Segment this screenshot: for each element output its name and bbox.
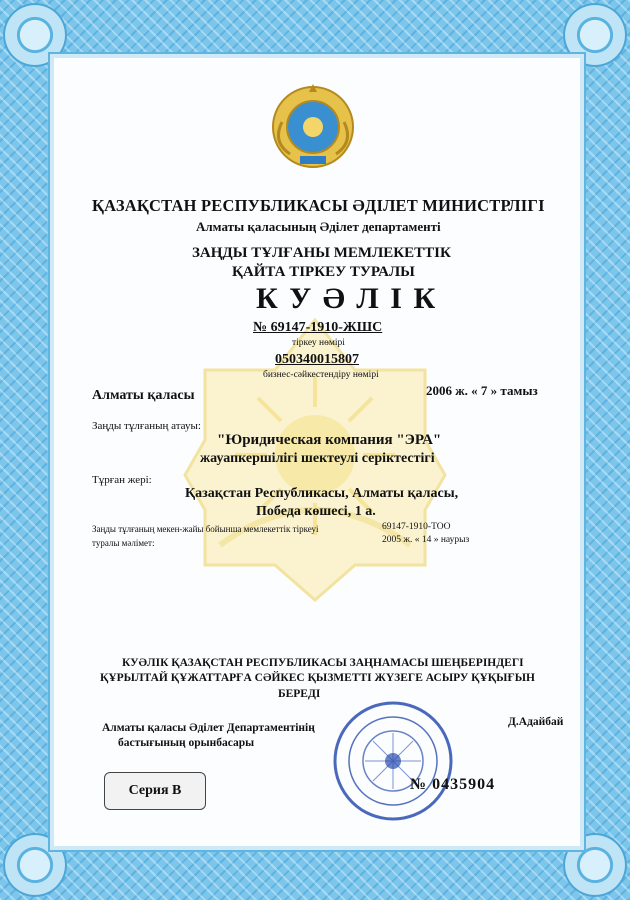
location-label: Тұрған жері: bbox=[92, 474, 152, 486]
city: Алматы қаласы bbox=[92, 388, 195, 403]
series-label: Серия В bbox=[128, 783, 182, 798]
department-name: Алматы қаласының Әділет департаменті bbox=[196, 219, 441, 234]
issue-date: 2006 ж. « 7 » тамыз bbox=[426, 383, 538, 398]
document-type: К У Ә Л І К bbox=[256, 282, 438, 315]
address-line-1: Қазақстан Республикасы, Алматы қаласы, bbox=[185, 486, 459, 501]
signer-title-line-1: Алматы қаласы Әділет Департаментінің bbox=[102, 722, 315, 734]
company-name-line-1: "Юридическая компания "ЭРА" bbox=[217, 432, 442, 448]
statement-line-3: БЕРЕДІ bbox=[278, 688, 321, 700]
name-label: Заңды тұлғаның атауы: bbox=[92, 420, 201, 432]
signer-title-line-2: бастығының орынбасары bbox=[118, 737, 255, 749]
official-seal-icon bbox=[332, 700, 454, 822]
prev-registration-label-line-1: Заңды тұлғаның мекен-жайы бойынша мемлекеттік тіркеуі bbox=[92, 524, 319, 534]
title-line-1: ЗАҢДЫ ТҰЛҒАНЫ МЕМЛЕКЕТТІК bbox=[192, 245, 451, 261]
address-line-2: Победа көшесі, 1 а. bbox=[256, 504, 376, 519]
prev-registration-number: 69147-1910-ТОО bbox=[382, 522, 451, 532]
signer-name: Д.Адайбай bbox=[508, 716, 564, 728]
statement-line-2: ҚҰРЫЛТАЙ ҚҰЖАТТАРҒА СӘЙКЕС ҚЫЗМЕТТІ ЖҮЗЕГЕ АСЫРУ ҚҰҚЫҒЫН bbox=[100, 672, 535, 684]
series-box bbox=[104, 772, 206, 810]
prev-registration-label-line-2: туралы мәлімет: bbox=[92, 538, 155, 548]
serial-number: № 0435904 bbox=[410, 776, 496, 793]
state-emblem-icon bbox=[270, 82, 356, 172]
company-name-line-2: жауапкершілігі шектеулі серіктестігі bbox=[200, 451, 435, 466]
prev-registration-date: 2005 ж. « 14 » наурыз bbox=[382, 535, 470, 545]
title-line-2: ҚАЙТА ТІРКЕУ ТУРАЛЫ bbox=[232, 264, 415, 280]
bin-number: 050340015807 bbox=[275, 352, 359, 367]
bin-caption: бизнес-сәйкестендіру нөмірі bbox=[263, 370, 379, 380]
registration-number-caption: тіркеу нөмірі bbox=[292, 338, 345, 348]
statement-line-1: КУӘЛІК ҚАЗАҚСТАН РЕСПУБЛИКАСЫ ЗАҢНАМАСЫ ШЕҢБЕРІНДЕГІ bbox=[122, 657, 524, 669]
ministry-heading: ҚАЗАҚСТАН РЕСПУБЛИКАСЫ ӘДІЛЕТ МИНИСТРЛІГІ bbox=[92, 196, 545, 215]
registration-number: № 69147-1910-ЖШС bbox=[253, 320, 383, 335]
